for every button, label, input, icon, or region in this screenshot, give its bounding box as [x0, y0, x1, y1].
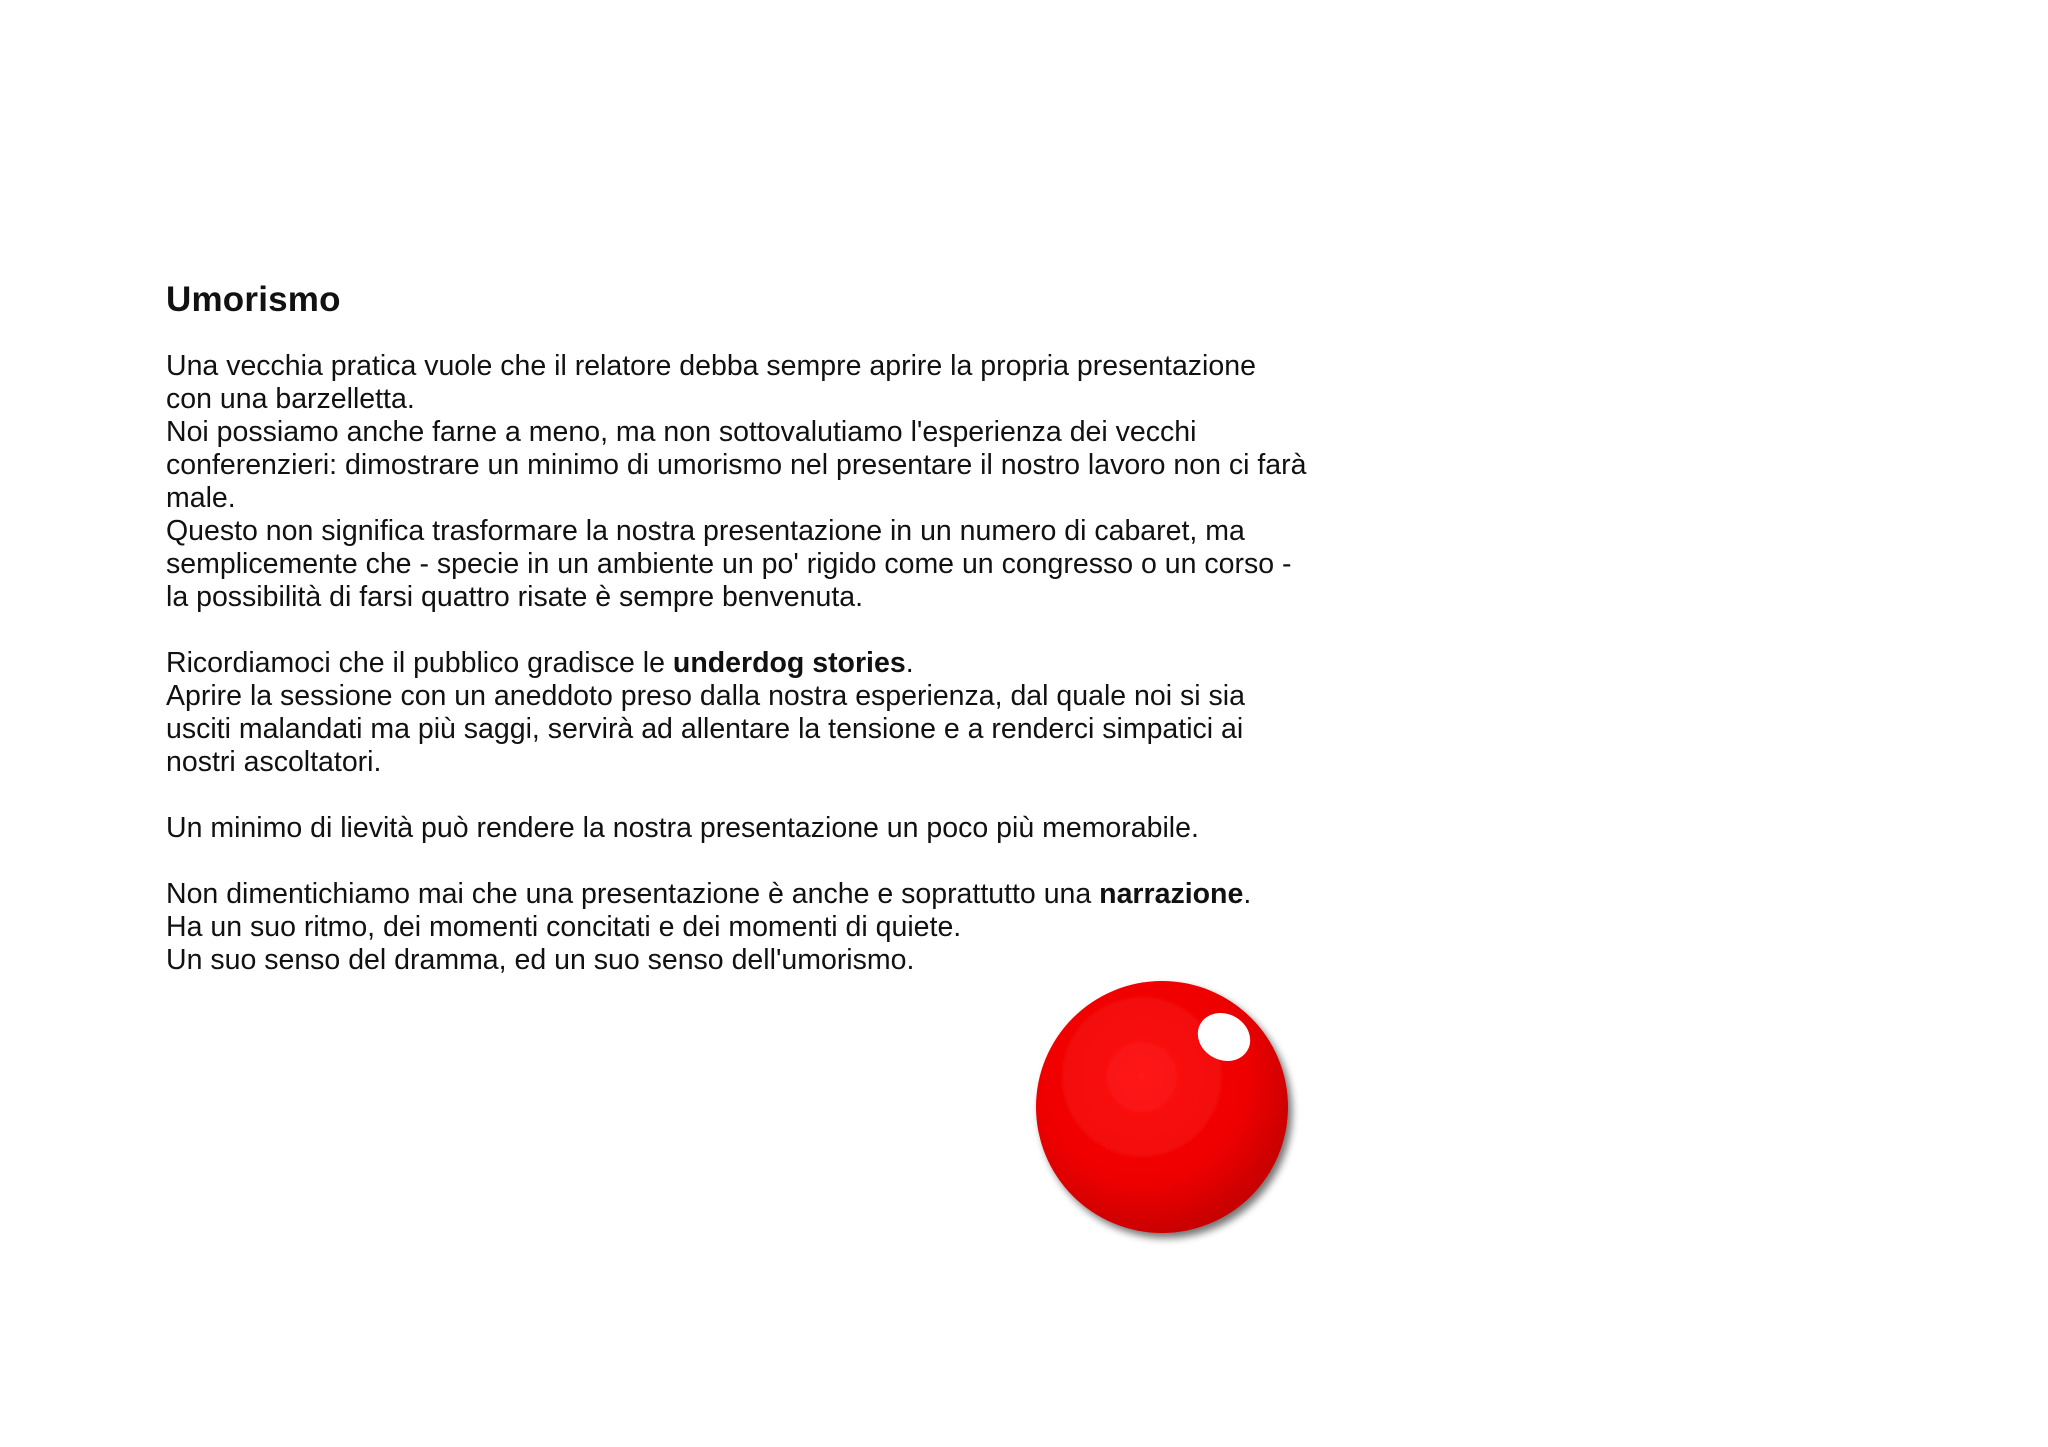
text-line: Ha un suo ritmo, dei momenti concitati e dei momenti di quiete.: [166, 911, 962, 943]
text-line: la possibilità di farsi quattro risate è sempre benvenuta.: [166, 581, 864, 613]
paragraph-underdog: [166, 647, 1366, 779]
nose-ball: [1036, 981, 1288, 1233]
paragraph-intro: [166, 350, 1366, 614]
text-line: [166, 647, 1366, 680]
text-line: Un minimo di lievità può rendere la nostra presentazione un poco più memorabile.: [166, 812, 1199, 844]
text-segment: .: [905, 647, 914, 679]
text-line: Questo non significa trasformare la nostra presentazione in un numero di cabaret, ma: [166, 515, 1245, 547]
text-line: conferenzieri: dimostrare un minimo di umorismo nel presentare il nostro lavoro non ci farà: [166, 449, 1307, 481]
emphasis-narrazione: narrazione: [1099, 878, 1244, 910]
document-content: [166, 280, 1366, 1010]
page-title: Umorismo: [166, 280, 341, 319]
paragraph-levity: [166, 812, 1366, 845]
text-line: Noi possiamo anche farne a meno, ma non sottovalutiamo l'esperienza dei vecchi: [166, 416, 1197, 448]
emphasis-underdog-stories: underdog stories: [672, 647, 906, 679]
text-segment: Non dimentichiamo mai che una presentazione è anche e soprattutto una: [166, 878, 1100, 910]
text-line: male.: [166, 482, 236, 514]
text-line: usciti malandati ma più saggi, servirà ad allentare la tensione e a renderci simpatici ai: [166, 713, 1244, 745]
text-segment: Ricordiamoci che il pubblico gradisce le: [166, 647, 673, 679]
text-line: [166, 878, 1366, 911]
text-segment: .: [1243, 878, 1252, 910]
text-line: Un suo senso del dramma, ed un suo senso dell'umorismo.: [166, 944, 915, 976]
text-line: semplicemente che - specie in un ambiente un po' rigido come un congresso o un corso -: [166, 548, 1292, 580]
text-line: Una vecchia pratica vuole che il relatore debba sempre aprire la propria presentazione: [166, 350, 1256, 382]
paragraph-narration: [166, 878, 1366, 977]
text-line: nostri ascoltatori.: [166, 746, 382, 778]
text-line: Aprire la sessione con un aneddoto preso dalla nostra esperienza, dal quale noi si sia: [166, 680, 1245, 712]
text-line: con una barzelletta.: [166, 383, 415, 415]
red-clown-nose-icon: [1030, 975, 1300, 1245]
